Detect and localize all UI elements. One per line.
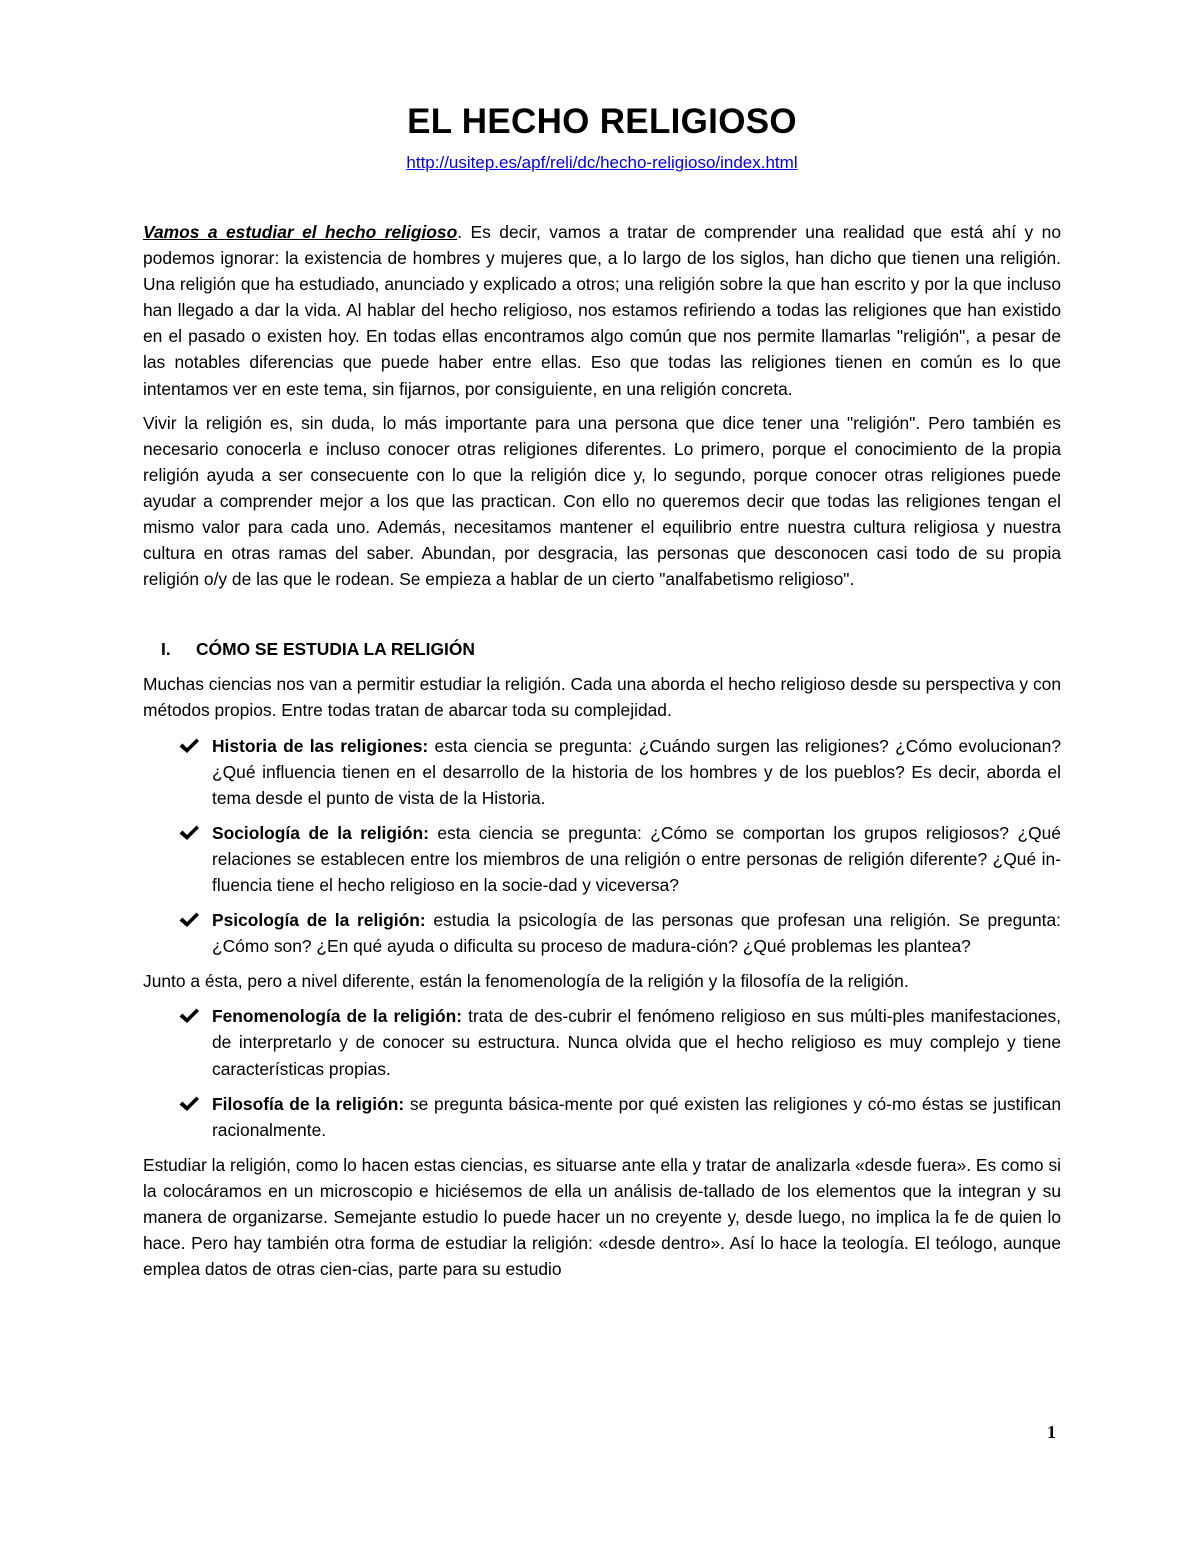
check-icon [178, 823, 200, 843]
list-term: Psicología de la religión: [212, 910, 426, 931]
document-page [143, 100, 1061, 1282]
list-text: esta ciencia se pregunta: ¿Cómo se comportan los grupos religiosos? ¿Qué relaciones se establecen entre los miembros de una religión o entre personas de religión diferente? ¿Qué in-fluencia tiene el hecho religioso en la socie-dad y viceversa? [212, 822, 1061, 895]
section-number: I. [161, 639, 171, 660]
list-text: trata de des-cubrir el fenómeno religioso en sus múlti-ples manifestaciones, de interpretarlo y de conocer su estructura. Nunca olvida que el hecho religioso es muy complejo y tiene características propias. [212, 1006, 1062, 1079]
section-title: CÓMO SE ESTUDIA LA RELIGIÓN [196, 639, 475, 660]
source-link-line [143, 150, 1061, 176]
science-list-2 [143, 1003, 1061, 1142]
list-item [143, 820, 1061, 898]
list-text: se pregunta básica-mente por qué existen las religiones y có-mo éstas se justifican racionalmente. [212, 1093, 1061, 1140]
list-text: esta ciencia se pregunta: ¿Cuándo surgen las religiones? ¿Cómo evolucionan? ¿Qué influencia tienen en el desarrollo de la historia de los hombres y de los pueblos? Es decir, aborda el tema desde el punto de vista de la Historia. [212, 735, 1062, 808]
list-term: Historia de las religiones: [212, 735, 429, 756]
check-icon [178, 910, 200, 930]
list-item [143, 907, 1061, 959]
list-item [143, 1003, 1061, 1081]
closing-paragraph: Estudiar la religión, como lo hacen estas ciencias, es situarse ante ella y tratar de analizarla «desde fuera». Es como si la colocáramos en un microscopio e hiciésemos de ella un análisis de-tallado de los elementos que la integran y su manera de organizarse. Semejante estudio lo puede hacer un no creyente y, desde luego, no implica la fe de quien lo hace. Pero hay también otra forma de estudiar la religión: «desde dentro». Así lo hace la teología. El teólogo, aunque emplea datos de otras cien-cias, parte para su estudio [143, 1154, 1061, 1280]
intro-lead: Vamos a estudiar el hecho religioso [143, 222, 458, 242]
check-icon [178, 1006, 200, 1026]
page-number: 1 [1047, 1422, 1056, 1442]
middle-paragraph: Junto a ésta, pero a nivel diferente, están la fenomenología de la religión y la filosofía de la religión. [143, 971, 909, 992]
intro-text: . Es decir, vamos a tratar de comprender una realidad que está ahí y no podemos ignorar: la existencia de hombres y mujeres que, a lo largo de los siglos, han dicho que tienen una religión. Una religión que ha estudiado, anunciado y explicado a otros; una religión sobre la que han escrito y por la que incluso han llegado a dar la vida. Al hablar del hecho religioso, nos estamos refiriendo a todas las religiones que han existido en el pasado o existen hoy. En todas ellas encontramos algo común que nos permite llamarlas "religión", a pesar de las notables diferencias que puede haber entre ellas. Eso que todas las religiones tienen en común es lo que intentamos ver en este tema, sin fijarnos, por consiguiente, en una religión concreta. [143, 222, 1061, 399]
section-heading [143, 636, 1061, 662]
check-icon [178, 1094, 200, 1114]
check-icon [178, 736, 200, 756]
list-item [143, 1091, 1061, 1143]
section-intro: Muchas ciencias nos van a permitir estudiar la religión. Cada una aborda el hecho religioso desde su perspectiva y con métodos propios. Entre todas tratan de abarcar toda su complejidad. [143, 674, 1061, 721]
list-item [143, 733, 1061, 811]
intro-paragraph [143, 219, 1061, 402]
science-list-1 [143, 733, 1061, 960]
list-text: estudia la psicología de las personas que profesan una religión. Se pregunta: ¿Cómo son? ¿En qué ayuda o dificulta su proceso de madura-ción? ¿Qué problemas les plantea? [212, 910, 1061, 957]
document-title: EL HECHO RELIGIOSO [407, 102, 797, 141]
paragraph-2: Vivir la religión es, sin duda, lo más importante para una persona que dice tener una "religión". Pero también es necesario conocerla e incluso conocer otras religiones diferentes. Lo primero, porque el conocimiento de la propia religión ayuda a ser consecuente con lo que la religión dice y, lo segundo, porque conocer otras religiones puede ayudar a comprender mejor a los que las practican. Con ello no queremos decir que todas las religiones tengan el mismo valor para cada uno. Además, necesitamos mantener el equilibrio entre nuestra cultura religiosa y nuestra cultura en otras ramas del saber. Abundan, por desgracia, las personas que desconocen casi todo de su propia religión o/y de las que le rodean. Se empieza a hablar de un cierto "analfabetismo religioso". [143, 412, 1061, 590]
source-link[interactable]: http://usitep.es/apf/reli/dc/hecho-religioso/index.html [406, 153, 798, 172]
list-term: Filosofía de la religión: [212, 1093, 405, 1114]
list-term: Fenomenología de la religión: [212, 1006, 463, 1027]
list-term: Sociología de la religión: [212, 822, 429, 843]
